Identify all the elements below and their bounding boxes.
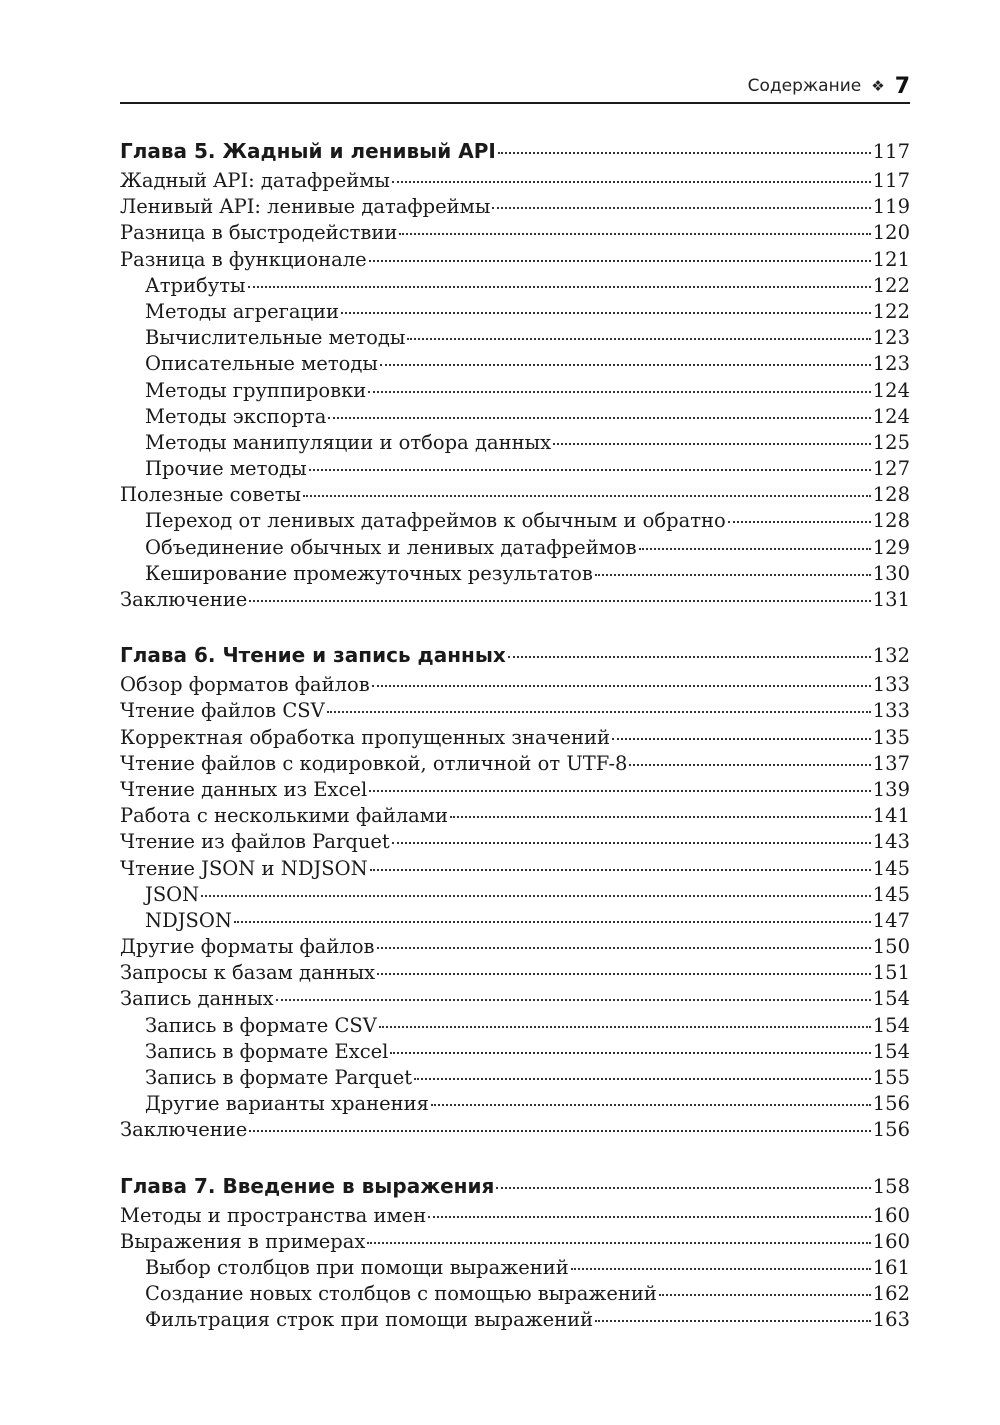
dot-leader: [612, 738, 871, 740]
dot-leader: [414, 1078, 871, 1080]
dot-leader: [595, 1320, 871, 1322]
toc-subsection-entry: [120, 561, 910, 587]
toc-entry-title: Чтение данных из Excel: [120, 777, 368, 801]
toc-entry-title: Обзор форматов файлов: [120, 673, 370, 697]
toc-entry-title: Заключение: [120, 588, 248, 611]
dot-leader: [303, 495, 871, 497]
toc-section-entry: [120, 168, 910, 194]
toc-section-entry: [120, 194, 910, 220]
toc-section-entry: [120, 220, 910, 246]
dot-leader: [595, 574, 871, 576]
dot-leader: [370, 869, 871, 871]
toc-section-entry: [120, 751, 910, 777]
toc-section-entry: [120, 698, 910, 724]
toc-section-entry: [120, 934, 910, 960]
chapter-heading: [120, 640, 910, 670]
dot-leader: [492, 207, 870, 209]
toc-subsection-entry: [120, 430, 910, 456]
dot-leader: [450, 816, 871, 818]
toc-page-number: 139: [872, 777, 910, 801]
toc-page-number: 154: [872, 1039, 910, 1063]
dot-leader: [368, 391, 870, 393]
toc-subsection-entry: [120, 1013, 910, 1039]
dot-leader: [201, 895, 871, 897]
toc-page-number: 150: [872, 935, 910, 959]
toc-page-number: 122: [872, 273, 910, 297]
toc-entry-title: Запись данных: [120, 987, 274, 1011]
toc-page-number: 131: [872, 588, 910, 611]
dot-leader: [234, 921, 871, 923]
dot-leader: [728, 521, 871, 523]
toc-page-number: 145: [872, 856, 910, 880]
toc-entry-title: Глава 5. Жадный и ленивый API: [120, 139, 496, 163]
chapter-heading: [120, 136, 910, 166]
toc-entry-title: Другие форматы файлов: [120, 935, 375, 959]
toc-entry-title: Кеширование промежуточных результатов: [145, 561, 593, 585]
toc-subsection-entry: [120, 299, 910, 325]
toc-page-number: 130: [872, 561, 910, 585]
dot-leader: [367, 1242, 870, 1244]
toc-section-entry: [120, 247, 910, 273]
toc-entry-title: Выбор столбцов при помощи выражений: [145, 1255, 569, 1279]
toc-entry-title: Чтение файлов с кодировкой, отличной от UTF-8: [120, 751, 628, 775]
toc-entry-title: Глава 6. Чтение и запись данных: [120, 643, 506, 668]
toc-page-number: 121: [872, 247, 910, 271]
toc-subsection-entry: [120, 882, 910, 908]
toc-page-number: 117: [872, 140, 910, 163]
dot-leader: [249, 1130, 870, 1132]
toc-subsection-entry: [120, 1307, 910, 1333]
dot-leader: [390, 1052, 870, 1054]
dot-leader: [428, 1216, 871, 1218]
toc-entry-title: Фильтрация строк при помощи выражений: [145, 1308, 594, 1332]
toc-page-number: 137: [872, 751, 910, 775]
toc-page-number: 120: [872, 221, 910, 245]
toc-section-entry: [120, 960, 910, 986]
diamond-ornament-icon: ❖: [871, 77, 885, 95]
toc-subsection-entry: [120, 908, 910, 934]
toc-page-number: 154: [872, 1013, 910, 1037]
running-head-label: Содержание: [747, 76, 862, 96]
dot-leader: [341, 312, 871, 314]
toc-entry-title: Чтение из файлов Parquet: [120, 830, 390, 854]
toc-page-number: 147: [872, 908, 910, 932]
toc-entry-title: Запись в формате Parquet: [145, 1066, 413, 1089]
toc-page-number: 123: [872, 352, 910, 376]
toc-entry-title: Заключение: [120, 1118, 248, 1142]
toc-page-number: 125: [872, 430, 910, 454]
dot-leader: [392, 181, 871, 183]
toc-entry-title: Методы экспорта: [145, 404, 327, 428]
toc-page-number: 127: [872, 457, 910, 481]
toc-page-number: 155: [872, 1066, 910, 1089]
toc-page-number: 119: [872, 195, 910, 219]
toc-subsection-entry: [120, 456, 910, 482]
toc-page-number: 162: [872, 1282, 910, 1306]
dot-leader: [276, 999, 871, 1001]
toc-subsection-entry: [120, 404, 910, 430]
toc-page-number: 133: [872, 699, 910, 723]
toc-page-number: 160: [872, 1229, 910, 1253]
dot-leader: [498, 152, 871, 154]
toc-section-entry: [120, 829, 910, 855]
toc-page-number: 145: [872, 882, 910, 906]
toc-entry-title: Чтение JSON и NDJSON: [120, 856, 368, 880]
page-number: 7: [894, 73, 910, 99]
dot-leader: [327, 711, 871, 713]
dot-leader: [328, 417, 870, 419]
toc-page-number: 151: [872, 961, 910, 985]
dot-leader: [380, 364, 871, 366]
toc-entry-title: JSON: [145, 882, 200, 906]
toc-entry-title: Корректная обработка пропущенных значений: [120, 725, 611, 749]
toc-entry-title: Методы манипуляции и отбора данных: [145, 430, 552, 454]
dot-leader: [369, 260, 871, 262]
toc-entry-title: Полезные советы: [120, 483, 302, 507]
toc-entry-title: Ленивый API: ленивые датафреймы: [120, 195, 491, 219]
toc-section-entry: [120, 803, 910, 829]
toc-entry-title: Объединение обычных и ленивых датафреймов: [145, 535, 637, 559]
toc-page-number: 123: [872, 326, 910, 350]
toc-page-number: 156: [872, 1118, 910, 1142]
dot-leader: [377, 973, 871, 975]
toc-section-entry: [120, 482, 910, 508]
toc-entry-title: Чтение файлов CSV: [120, 699, 325, 723]
toc-entry-title: Методы и пространства имен: [120, 1203, 427, 1227]
toc-entry-title: Другие варианты хранения: [145, 1092, 429, 1116]
toc-entry-title: NDJSON: [145, 908, 232, 932]
chapter-spacer: [120, 1144, 910, 1171]
toc-entry-title: Создание новых столбцов с помощью выражений: [145, 1282, 657, 1306]
toc-subsection-entry: [120, 351, 910, 377]
toc-page-number: 117: [872, 169, 910, 192]
dot-leader: [392, 842, 871, 844]
toc-entry-title: Описательные методы: [145, 352, 378, 376]
dot-leader: [629, 764, 870, 766]
toc-page-number: 133: [872, 673, 910, 697]
dot-leader: [309, 469, 871, 471]
dot-leader: [431, 1104, 871, 1106]
toc-subsection-entry: [120, 325, 910, 351]
toc-entry-title: Разница в функционале: [120, 247, 367, 271]
toc-subsection-entry: [120, 1091, 910, 1117]
toc-entry-title: Работа с несколькими файлами: [120, 804, 448, 828]
toc-entry-title: Переход от ленивых датафреймов к обычным и обратно: [145, 509, 726, 533]
dot-leader: [407, 338, 870, 340]
dot-leader: [249, 600, 870, 602]
dot-leader: [399, 233, 870, 235]
toc-page-number: 124: [872, 404, 910, 428]
table-of-contents: [120, 136, 910, 1334]
toc-entry-title: Методы группировки: [145, 378, 367, 402]
dot-leader: [379, 1026, 871, 1028]
toc-subsection-entry: [120, 508, 910, 534]
toc-page-number: 124: [872, 378, 910, 402]
toc-page-number: 161: [872, 1255, 910, 1279]
dot-leader: [508, 656, 871, 658]
toc-page-number: 132: [872, 644, 910, 668]
toc-entry-title: Выражения в примерах: [120, 1229, 366, 1253]
running-head: [120, 70, 910, 104]
toc-subsection-entry: [120, 378, 910, 404]
toc-page-number: 163: [872, 1308, 910, 1332]
dot-leader: [248, 286, 871, 288]
toc-section-entry: [120, 1203, 910, 1229]
toc-subsection-entry: [120, 1039, 910, 1065]
chapter-heading: [120, 1171, 910, 1201]
toc-page-number: 128: [872, 509, 910, 533]
dot-leader: [571, 1268, 871, 1270]
dot-leader: [496, 1187, 870, 1189]
toc-page-number: 128: [872, 483, 910, 507]
toc-page-number: 122: [872, 299, 910, 323]
dot-leader: [659, 1294, 871, 1296]
toc-subsection-entry: [120, 1065, 910, 1091]
toc-subsection-entry: [120, 1255, 910, 1281]
toc-page-number: 141: [872, 804, 910, 828]
toc-entry-title: Разница в быстродействии: [120, 221, 398, 245]
toc-entry-title: Запись в формате Excel: [145, 1039, 389, 1063]
toc-entry-title: Атрибуты: [145, 273, 246, 297]
toc-section-entry: [120, 856, 910, 882]
toc-page-number: 154: [872, 987, 910, 1011]
toc-section-entry: [120, 1229, 910, 1255]
dot-leader: [372, 685, 871, 687]
chapter-spacer: [120, 613, 910, 640]
toc-entry-title: Методы агрегации: [145, 299, 340, 323]
dot-leader: [377, 947, 871, 949]
toc-page-number: 156: [872, 1092, 910, 1116]
toc-section-entry: [120, 1117, 910, 1143]
toc-page-number: 158: [872, 1174, 910, 1198]
toc-section-entry: [120, 725, 910, 751]
toc-subsection-entry: [120, 535, 910, 561]
toc-entry-title: Прочие методы: [145, 457, 307, 481]
toc-page-number: 135: [872, 725, 910, 749]
toc-section-entry: [120, 587, 910, 613]
toc-page-number: 143: [872, 830, 910, 854]
toc-entry-title: Вычислительные методы: [145, 326, 406, 350]
toc-entry-title: Запись в формате CSV: [145, 1013, 377, 1037]
dot-leader: [369, 790, 871, 792]
toc-subsection-entry: [120, 273, 910, 299]
toc-entry-title: Жадный API: датафреймы: [120, 169, 390, 192]
toc-section-entry: [120, 672, 910, 698]
toc-section-entry: [120, 986, 910, 1012]
toc-subsection-entry: [120, 1281, 910, 1307]
dot-leader: [553, 443, 871, 445]
toc-entry-title: Глава 7. Введение в выражения: [120, 1173, 495, 1198]
toc-section-entry: [120, 777, 910, 803]
toc-entry-title: Запросы к базам данных: [120, 961, 376, 985]
dot-leader: [639, 548, 871, 550]
toc-page-number: 160: [872, 1203, 910, 1227]
toc-page-number: 129: [872, 535, 910, 559]
